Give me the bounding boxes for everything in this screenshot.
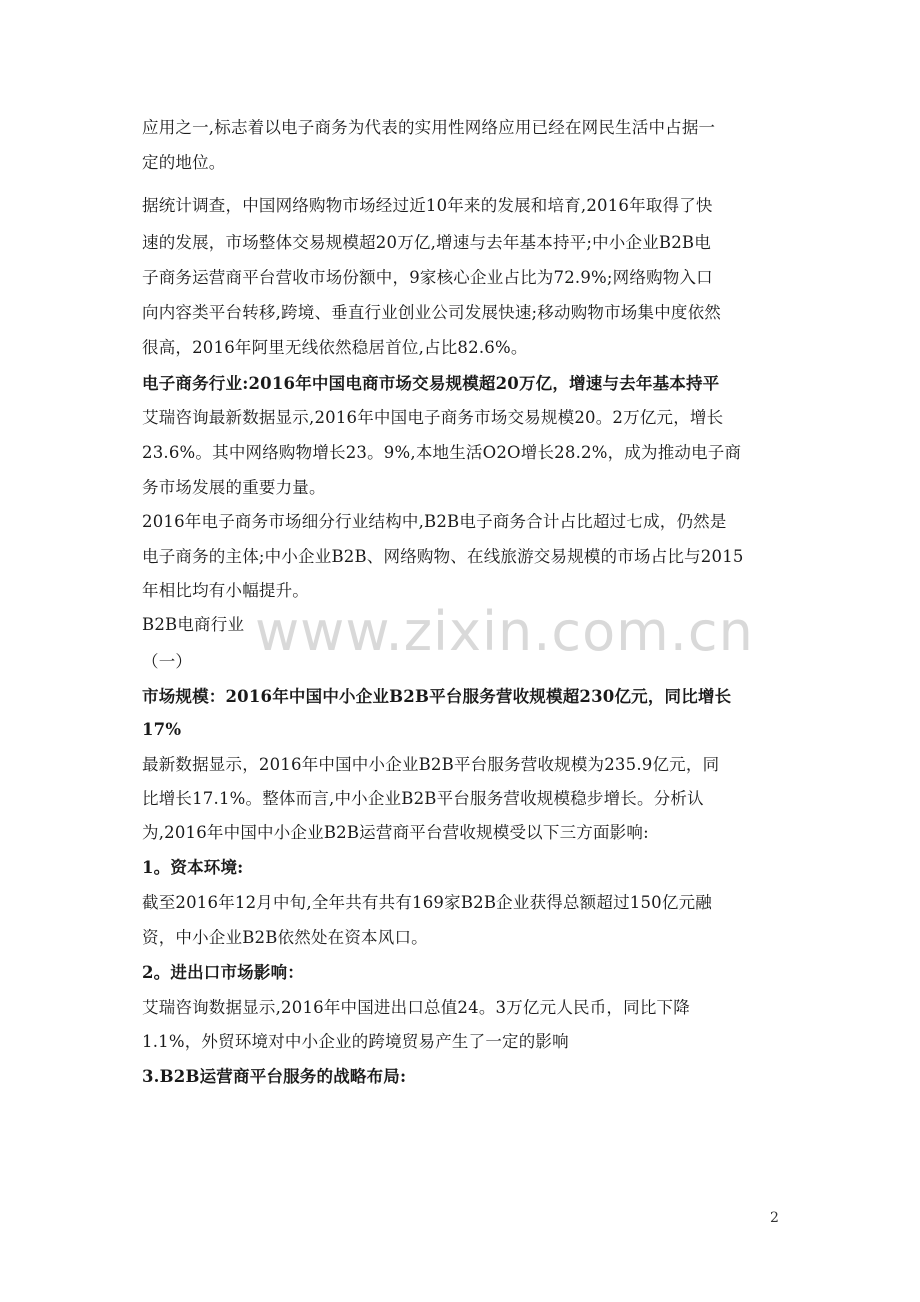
section-heading: 市场规模：2016年中国中小企业B2B平台服务营收规模超230亿元，同比增长 (142, 687, 732, 706)
body-line: 速的发展，市场整体交易规模超20万亿,增速与去年基本持平;中小企业B2B电 (142, 233, 711, 252)
body-line: 务市场发展的重要力量。 (142, 478, 326, 497)
body-line: 23.6%。其中网络购物增长23。9%,本地生活O2O增长28.2%，成为推动电子商 (142, 443, 742, 462)
body-line: 截至2016年12月中旬,全年共有共有169家B2B企业获得总额超过150亿元融 (142, 893, 712, 912)
body-line: 艾瑞咨询数据显示,2016年中国进出口总值24。3万亿元人民币，同比下降 (142, 998, 690, 1017)
body-line: 2016年电子商务市场细分行业结构中,B2B电子商务合计占比超过七成，仍然是 (142, 512, 727, 531)
body-line: 子商务运营商平台营收市场份额中，9家核心企业占比为72.9%;网络购物入口 (142, 268, 713, 287)
body-line: 最新数据显示，2016年中国中小企业B2B平台服务营收规模为235.9亿元，同 (142, 755, 720, 774)
body-line: 年相比均有小幅提升。 (142, 581, 309, 600)
body-line: 向内容类平台转移,跨境、垂直行业创业公司发展快速;移动购物市场集中度依然 (142, 303, 722, 322)
body-line: 比增长17.1%。整体而言,中小企业B2B平台服务营收规模稳步增长。分析认 (142, 789, 704, 808)
item-heading: 1。资本环境: (142, 858, 244, 877)
body-line: 为,2016年中国中小企业B2B运营商平台营收规模受以下三方面影响: (142, 823, 649, 842)
watermark: www.zixin.com.cn (255, 600, 754, 663)
section-heading: 17% (142, 720, 182, 739)
page-number: 2 (770, 1210, 779, 1226)
subsection-number: （一） (142, 652, 193, 671)
section-title: B2B电商行业 (142, 615, 245, 634)
section-heading: 电子商务行业:2016年中国电商市场交易规模超20万亿，增速与去年基本持平 (142, 374, 720, 393)
body-line: 1.1%，外贸环境对中小企业的跨境贸易产生了一定的影响 (142, 1032, 569, 1051)
body-line: 定的地位。 (142, 153, 226, 172)
item-heading: 2。进出口市场影响： (142, 963, 304, 982)
body-line: 资，中小企业B2B依然处在资本风口。 (142, 928, 428, 947)
item-heading: 3.B2B运营商平台服务的战略布局: (142, 1067, 407, 1086)
body-line: 电子商务的主体;中小企业B2B、网络购物、在线旅游交易规模的市场占比与2015 (142, 547, 744, 566)
body-line: 很高，2016年阿里无线依然稳居首位,占比82.6%。 (142, 338, 528, 357)
body-line: 艾瑞咨询最新数据显示,2016年中国电子商务市场交易规模20。2万亿元，增长 (142, 408, 724, 427)
body-line: 据统计调查，中国网络购物市场经过近10年来的发展和培育,2016年取得了快 (142, 196, 713, 215)
body-line: 应用之一,标志着以电子商务为代表的实用性网络应用已经在网民生活中占据一 (142, 118, 716, 137)
